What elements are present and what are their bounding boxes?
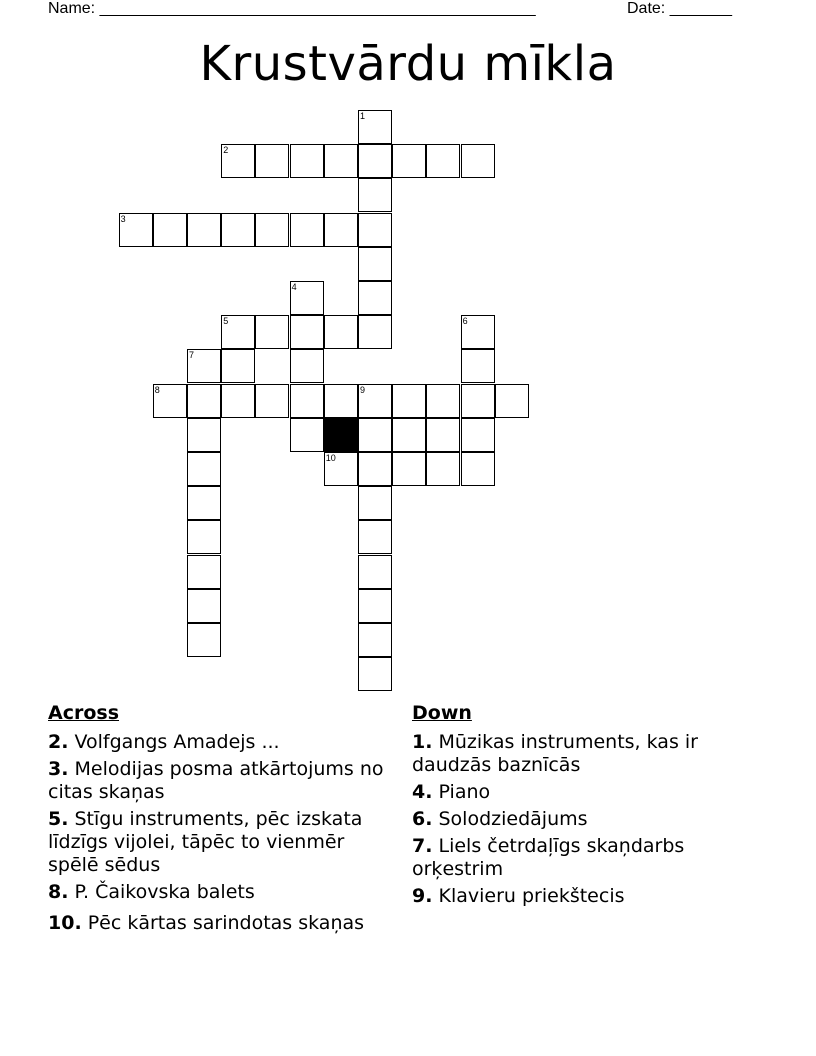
clue-text: Klavieru priekštecis <box>438 885 625 907</box>
clue-down-9 <box>412 885 752 908</box>
grid-cell[interactable] <box>290 213 324 247</box>
grid-cell[interactable] <box>290 384 324 418</box>
grid-cell[interactable] <box>187 418 221 452</box>
cell-number: 8 <box>154 384 160 395</box>
clue-down-4 <box>412 781 752 804</box>
grid-cell[interactable] <box>358 520 392 554</box>
grid-block <box>324 418 358 452</box>
grid-cell[interactable] <box>255 384 289 418</box>
clue-text: Melodijas posma atkārtojums no citas skaņas <box>48 758 384 803</box>
grid-cell[interactable] <box>255 144 289 178</box>
grid-cell[interactable] <box>119 213 153 247</box>
grid-cell[interactable] <box>358 178 392 212</box>
grid-cell[interactable] <box>187 384 221 418</box>
grid-cell[interactable] <box>426 452 460 486</box>
grid-cell[interactable] <box>324 384 358 418</box>
grid-cell[interactable] <box>221 213 255 247</box>
clue-number: 7. <box>412 835 433 857</box>
grid-cell[interactable] <box>358 384 392 418</box>
grid-cell[interactable] <box>358 555 392 589</box>
grid-cell[interactable] <box>290 144 324 178</box>
grid-cell[interactable] <box>461 418 495 452</box>
down-clues <box>412 700 752 912</box>
cell-number: 2 <box>223 145 229 156</box>
cell-number: 6 <box>462 316 468 327</box>
cell-number: 10 <box>325 453 336 463</box>
grid-cell[interactable] <box>426 384 460 418</box>
clue-across-10 <box>48 912 398 935</box>
grid-cell[interactable] <box>255 315 289 349</box>
grid-cell[interactable] <box>290 418 324 452</box>
grid-cell[interactable] <box>221 349 255 383</box>
grid-cell[interactable] <box>392 418 426 452</box>
grid-cell[interactable] <box>290 349 324 383</box>
clue-number: 2. <box>48 731 69 753</box>
cell-number: 1 <box>360 111 366 121</box>
cell-number: 3 <box>120 213 126 224</box>
grid-cell[interactable] <box>187 486 221 520</box>
grid-cell[interactable] <box>187 555 221 589</box>
grid-cell[interactable] <box>187 452 221 486</box>
grid-cell[interactable] <box>495 384 529 418</box>
clue-across-8 <box>48 881 398 904</box>
grid-cell[interactable] <box>324 315 358 349</box>
grid-cell[interactable] <box>358 486 392 520</box>
grid-cell[interactable] <box>324 452 358 486</box>
across-clues <box>48 700 398 939</box>
grid-cell[interactable] <box>153 213 187 247</box>
cell-number: 7 <box>189 350 195 361</box>
grid-cell[interactable] <box>153 384 187 418</box>
grid-cell[interactable] <box>187 589 221 623</box>
clue-down-7 <box>412 835 752 881</box>
clue-number: 4. <box>412 781 433 803</box>
grid-cell[interactable] <box>255 213 289 247</box>
clue-across-2 <box>48 731 398 754</box>
down-heading: Down <box>412 702 472 724</box>
grid-cell[interactable] <box>392 452 426 486</box>
grid-cell[interactable] <box>426 418 460 452</box>
clue-across-3 <box>48 758 398 804</box>
grid-cell[interactable] <box>358 110 392 144</box>
clue-text: Pēc kārtas sarindotas skaņas <box>87 912 365 934</box>
grid-cell[interactable] <box>324 213 358 247</box>
cell-number: 9 <box>360 384 366 395</box>
clue-text: Volfgangs Amadejs ... <box>74 731 280 753</box>
grid-cell[interactable] <box>461 349 495 383</box>
clue-down-6 <box>412 808 752 831</box>
grid-cell[interactable] <box>221 315 255 349</box>
grid-cell[interactable] <box>358 247 392 281</box>
grid-cell[interactable] <box>187 213 221 247</box>
grid-cell[interactable] <box>358 213 392 247</box>
grid-cell[interactable] <box>358 315 392 349</box>
grid-cell[interactable] <box>290 281 324 315</box>
clue-text: Stīgu instruments, pēc izskata līdzīgs vijolei, tāpēc to vienmēr spēlē sēdus <box>48 808 363 876</box>
clue-across-5 <box>48 808 398 877</box>
cell-number: 5 <box>223 316 229 327</box>
clue-number: 6. <box>412 808 433 830</box>
grid-cell[interactable] <box>461 384 495 418</box>
grid-cell[interactable] <box>221 384 255 418</box>
grid-cell[interactable] <box>324 144 358 178</box>
grid-cell[interactable] <box>358 418 392 452</box>
grid-cell[interactable] <box>290 315 324 349</box>
grid-cell[interactable] <box>187 349 221 383</box>
grid-cell[interactable] <box>461 144 495 178</box>
clue-text: Liels četrdaļīgs skaņdarbs orķestrim <box>412 835 685 880</box>
clue-text: P. Čaikovska balets <box>74 881 255 903</box>
grid-cell[interactable] <box>187 623 221 657</box>
clue-number: 3. <box>48 758 69 780</box>
clue-down-1 <box>412 731 752 777</box>
cell-number: 4 <box>291 282 297 292</box>
grid-cell[interactable] <box>358 281 392 315</box>
grid-cell[interactable] <box>392 144 426 178</box>
clue-number: 8. <box>48 881 69 903</box>
grid-cell[interactable] <box>461 315 495 349</box>
clue-number: 9. <box>412 885 433 907</box>
grid-cell[interactable] <box>358 623 392 657</box>
clue-number: 5. <box>48 808 69 830</box>
clue-text: Mūzikas instruments, kas ir daudzās baznīcās <box>412 731 698 776</box>
grid-cell[interactable] <box>358 452 392 486</box>
grid-cell[interactable] <box>187 520 221 554</box>
clue-number: 1. <box>412 731 433 753</box>
grid-cell[interactable] <box>358 144 392 178</box>
grid-cell[interactable] <box>426 144 460 178</box>
clue-text: Piano <box>438 781 491 803</box>
grid-cell[interactable] <box>461 452 495 486</box>
grid-cell[interactable] <box>392 384 426 418</box>
grid-cell[interactable] <box>358 589 392 623</box>
clue-number: 10. <box>48 912 82 934</box>
date-field[interactable]: Date: _______ <box>627 0 732 17</box>
across-heading: Across <box>48 702 120 724</box>
grid-cell[interactable] <box>221 144 255 178</box>
clue-text: Solodziedājums <box>438 808 588 830</box>
name-field[interactable]: Name: _________________________________________________ <box>48 0 536 17</box>
grid-cell[interactable] <box>358 657 392 691</box>
page-title: Krustvārdu mīkla <box>199 36 617 92</box>
